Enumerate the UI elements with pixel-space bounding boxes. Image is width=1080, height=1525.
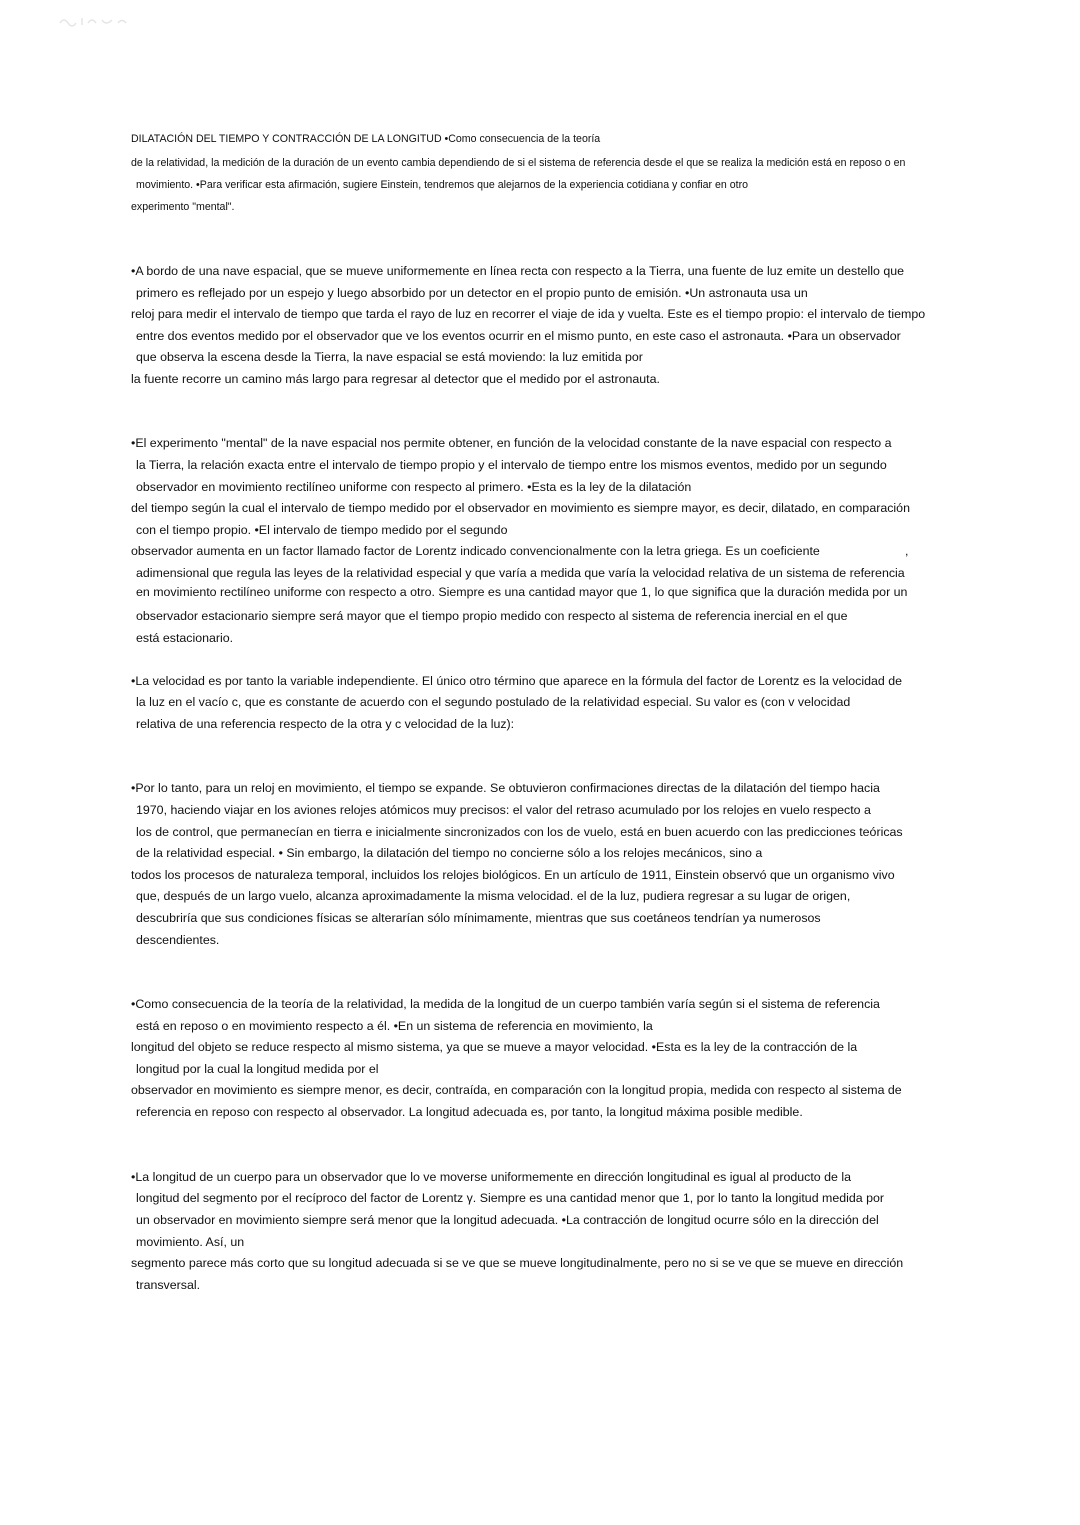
intro-line: experimento "mental". <box>131 201 235 213</box>
paragraph-1-line: entre dos eventos medido por el observador que ve los eventos ocurrir en el mismo punto, en este caso el astronauta. •Para un observador <box>136 329 901 343</box>
paragraph-5-line: •Como consecuencia de la teoría de la relatividad, la medida de la longitud de un cuerpo también varía según si el sistema de referencia <box>131 997 880 1011</box>
paragraph-6-line: un observador en movimiento siempre será menor que la longitud adecuada. •La contracción de longitud ocurre sólo en la dirección del <box>136 1213 879 1227</box>
paragraph-2-line: la Tierra, la relación exacta entre el intervalo de tiempo propio y el intervalo de tiempo entre los mismos eventos, medido por un segundo <box>136 458 887 472</box>
paragraph-2-line: con el tiempo propio. •El intervalo de tiempo medido por el segundo <box>136 523 508 537</box>
faded-header-mark <box>58 14 138 28</box>
paragraph-2-line: •El experimento "mental" de la nave espacial nos permite obtener, en función de la velocidad constante de la nave espacial con respecto a <box>131 436 892 450</box>
paragraph-5-line: observador en movimiento es siempre menor, es decir, contraída, en comparación con la longitud propia, medida con respecto al sistema de <box>131 1083 902 1097</box>
paragraph-1-line: primero es reflejado por un espejo y luego absorbido por un detector en el propio punto de emisión. •Un astronauta usa un <box>136 286 808 300</box>
paragraph-5-line: longitud del objeto se reduce respecto al mismo sistema, ya que se mueve a mayor velocidad. •Esta es la ley de la contracción de la <box>131 1040 858 1054</box>
paragraph-2-line: en movimiento rectilíneo uniforme con respecto a otro. Siempre es una cantidad mayor que 1, lo que significa que la duración medida por un <box>136 585 908 599</box>
paragraph-4-line: de la relatividad especial. • Sin embargo, la dilatación del tiempo no concierne sólo a los relojes mecánicos, sino a <box>136 846 763 860</box>
paragraph-4-line: descendientes. <box>136 933 220 947</box>
paragraph-4-line: todos los procesos de naturaleza temporal, incluidos los relojes biológicos. En un artículo de 1911, Einstein observó que un organismo vivo <box>131 868 895 882</box>
paragraph-2-line: observador aumenta en un factor llamado factor de Lorentz indicado convencionalmente con la letra griega. Es un coeficiente <box>131 544 820 558</box>
paragraph-4-line: que, después de un largo vuelo, alcanza aproximadamente la misma velocidad. el de la luz, pudiera regresar a su lugar de origen, <box>136 889 851 903</box>
paragraph-5-line: referencia en reposo con respecto al observador. La longitud adecuada es, por tanto, la longitud máxima posible medible. <box>136 1105 803 1119</box>
paragraph-6-line: •La longitud de un cuerpo para un observador que lo ve moverse uniformemente en dirección longitudinal es igual al producto de la <box>131 1170 852 1184</box>
intro-line: de la relatividad, la medición de la duración de un evento cambia dependiendo de si el sistema de referencia desde el que se realiza la medición está en reposo o en <box>131 157 906 169</box>
paragraph-3-line: •La velocidad es por tanto la variable independiente. El único otro término que aparece en la fórmula del factor de Lorentz es la velocidad de <box>131 674 902 688</box>
paragraph-4-line: descubriría que sus condiciones físicas se alterarían sólo mínimamente, mientras que sus coetáneos tendrían ya numerosos <box>136 911 821 925</box>
paragraph-2-line: observador en movimiento rectilíneo uniforme con respecto al primero. •Esta es la ley de la dilatación <box>136 480 692 494</box>
stray-comma: , <box>905 544 909 558</box>
intro-line: DILATACIÓN DEL TIEMPO Y CONTRACCIÓN DE LA LONGITUD •Como consecuencia de la teoría <box>131 133 601 145</box>
paragraph-3-line: la luz en el vacío c, que es constante de acuerdo con el segundo postulado de la relatividad especial. Su valor es (con v velocidad <box>136 695 851 709</box>
paragraph-6-line: segmento parece más corto que su longitud adecuada si se ve que se mueve longitudinalmente, pero no si se ve que se mueve en dirección <box>131 1256 904 1270</box>
paragraph-4-line: •Por lo tanto, para un reloj en movimiento, el tiempo se expande. Se obtuvieron confirmaciones directas de la dilatación del tiempo hacia <box>131 781 880 795</box>
paragraph-1-line: la fuente recorre un camino más largo para regresar al detector que el medido por el astronauta. <box>131 372 660 386</box>
paragraph-1-line: •A bordo de una nave espacial, que se mueve uniformemente en línea recta con respecto a la Tierra, una fuente de luz emite un destello que <box>131 264 905 278</box>
paragraph-1-line: que observa la escena desde la Tierra, la nave espacial se está moviendo: la luz emitida por <box>136 350 643 364</box>
paragraph-5-line: está en reposo o en movimiento respecto a él. •En un sistema de referencia en movimiento, la <box>136 1019 653 1033</box>
paragraph-4-line: los de control, que permanecían en tierra e inicialmente sincronizados con los de vuelo, está en buen acuerdo con las predicciones teóricas <box>136 825 903 839</box>
paragraph-2-line: del tiempo según la cual el intervalo de tiempo medido por el observador en movimiento es siempre mayor, es decir, dilatado, en comparación <box>131 501 910 515</box>
paragraph-6-line: movimiento. Así, un <box>136 1235 245 1249</box>
paragraph-6-line: longitud del segmento por el recíproco del factor de Lorentz γ. Siempre es una cantidad menor que 1, por lo tanto la longitud medida por <box>136 1191 885 1205</box>
paragraph-1-line: reloj para medir el intervalo de tiempo que tarda el rayo de luz en recorrer el viaje de ida y vuelta. Este es el tiempo propio: el intervalo de tiempo <box>131 307 926 321</box>
paragraph-3-line: relativa de una referencia respecto de la otra y c velocidad de la luz): <box>136 717 515 731</box>
paragraph-5-line: longitud por la cual la longitud medida por el <box>136 1062 379 1076</box>
paragraph-4-line: 1970, haciendo viajar en los aviones relojes atómicos muy precisos: el valor del retraso acumulado por los relojes en vuelo respecto a <box>136 803 871 817</box>
paragraph-2-line: está estacionario. <box>136 631 234 645</box>
paragraph-2-line: observador estacionario siempre será mayor que el tiempo propio medido con respecto al sistema de referencia inercial en el que <box>136 609 848 623</box>
paragraph-6-line: transversal. <box>136 1278 201 1292</box>
paragraph-2-line: adimensional que regula las leyes de la relatividad especial y que varía a medida que varía la velocidad relativa de un sistema de referencia <box>136 566 905 580</box>
intro-line: movimiento. •Para verificar esta afirmación, sugiere Einstein, tendremos que alejarnos de la experiencia cotidiana y confiar en otro <box>136 179 748 191</box>
